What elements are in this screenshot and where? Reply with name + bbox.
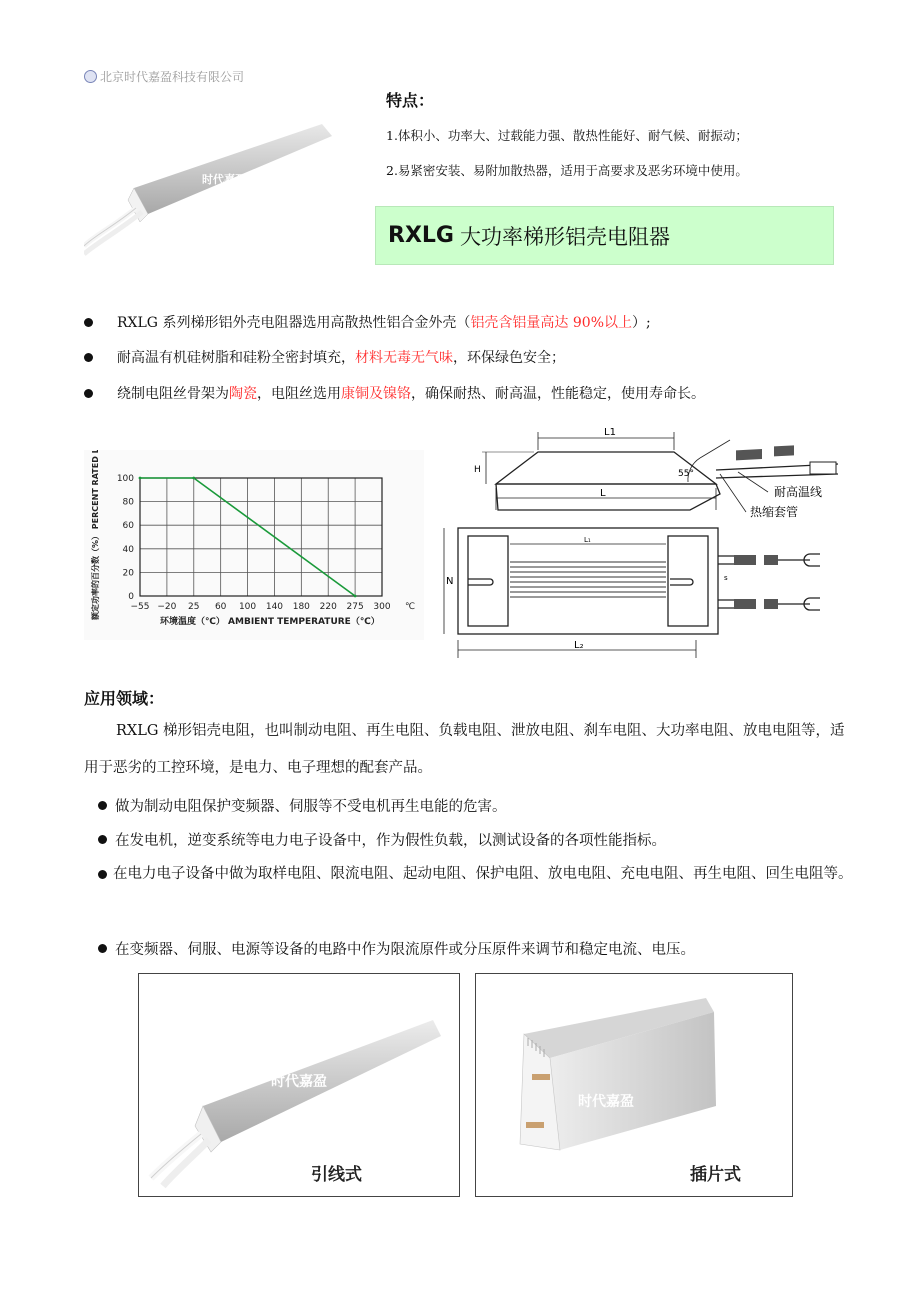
- x-tick-label: 25: [188, 602, 200, 612]
- company-logo-icon: [84, 70, 97, 83]
- dim-label-angle: 55°: [678, 469, 694, 479]
- x-tick-label: −20: [157, 602, 177, 612]
- company-header: [84, 68, 244, 85]
- feature-item-2: 2.易紧密安装、易附加散热器，适用于高要求及恶劣环境中使用。: [386, 163, 748, 178]
- photo-lead-type: [138, 973, 460, 1197]
- banner-model: RXLG: [388, 223, 454, 248]
- bullet-item-2: 耐高温有机硅树脂和硅粉全密封填充， 材料无毒无气味 ，环保绿色安全；: [84, 347, 565, 367]
- company-name: 北京时代嘉盈科技有限公司: [100, 70, 245, 84]
- chart-y-axis-label: 额定功率的百分数（%） PERCENT RATED LOAD（%）: [91, 450, 100, 620]
- dim-label-l1: L1: [604, 427, 616, 438]
- photo-caption: 插片式: [690, 1165, 741, 1185]
- bullet-dot-icon: [84, 318, 93, 327]
- y-tick-label: 80: [122, 497, 134, 508]
- x-tick-label: 100: [238, 602, 257, 612]
- photo-watermark: 时代嘉盈: [578, 1094, 634, 1110]
- data-point: [192, 477, 195, 480]
- dim-label-n: N: [446, 576, 454, 587]
- x-tick-label: 300: [373, 602, 391, 612]
- application-item-3: 在电力电子设备中做为取样电阻、限流电阻、起动电阻、保护电阻、放电电阻、充电电阻、再生电阻、回生电阻等。: [84, 856, 854, 893]
- y-tick-label: 100: [116, 474, 134, 484]
- y-tick-label: 20: [122, 568, 134, 579]
- x-tick-label: 275: [346, 602, 364, 612]
- application-item-2: 在发电机，逆变系统等电力电子设备中，作为假性负载，以测试设备的各项性能指标。: [98, 829, 666, 850]
- chart-x-axis-label: 环境温度（℃） AMBIENT TEMPERATURE（℃）: [160, 617, 380, 627]
- feature-item-1: 1.体积小、功率大、过载能力强、散热性能好、耐气候、耐振动；: [386, 128, 748, 143]
- x-tick-label: −55: [130, 602, 150, 612]
- bullet-dot-icon: [84, 353, 93, 362]
- data-point: [139, 477, 142, 480]
- dim-label-l: L: [600, 488, 606, 499]
- bullet-dot-icon: [98, 801, 107, 810]
- label-sleeve: 热缩套管: [750, 505, 799, 519]
- bullet-dot-icon: [98, 835, 107, 844]
- application-item-4: 在变频器、伺服、电源等设备的电路中作为限流原件或分压原件来调节和稳定电流、电压。: [98, 938, 695, 959]
- features-title: 特点：: [386, 91, 435, 110]
- y-tick-label: 0: [128, 592, 134, 602]
- label-wire: 耐高温线: [774, 485, 823, 499]
- banner-name: 大功率梯形铝壳电阻器: [459, 224, 670, 249]
- x-tick-label: 140: [265, 602, 284, 612]
- plot-frame: [140, 478, 382, 596]
- x-tick-label: ℃: [404, 602, 416, 612]
- photo-blade-type: [475, 973, 793, 1197]
- x-tick-label: 60: [214, 602, 227, 612]
- chart-grid: [140, 478, 382, 596]
- applications-title: 应用领域：: [84, 689, 165, 708]
- bullet-item-1: RXLG 系列梯形铝外壳电阻器选用高散热性铝合金外壳（ 铝壳含铝量高达 90%以上 ）;: [84, 312, 651, 332]
- dim-label-l2: L₂: [574, 640, 584, 651]
- product-photo-top: [84, 96, 352, 256]
- chart-ticks: [117, 474, 415, 612]
- dim-label-h: H: [474, 465, 481, 475]
- photo-watermark: 时代嘉盈: [271, 1074, 327, 1090]
- bullet-dot-icon: [98, 944, 107, 953]
- bullet-dot-icon: [98, 870, 107, 879]
- bullet-item-3: 绕制电阻丝骨架为 陶瓷 ，电阻丝选用 康铜及镍铬 ，确保耐热、耐高温，性能稳定，使用寿命长。: [84, 383, 705, 403]
- x-tick-label: 220: [319, 602, 337, 612]
- y-tick-label: 60: [122, 521, 134, 532]
- photo-watermark: 时代嘉盈: [202, 173, 246, 186]
- x-tick-label: 180: [292, 602, 310, 612]
- dim-label-l1-small: L₁: [584, 536, 591, 544]
- application-item-1: 做为制动电阻保护变频器、伺服等不受电机再生电能的危害。: [98, 795, 507, 816]
- bullet-dot-icon: [84, 389, 93, 398]
- derating-chart: [84, 450, 424, 640]
- data-point: [354, 595, 357, 598]
- y-tick-label: 40: [122, 544, 134, 555]
- photo-caption: 引线式: [311, 1165, 362, 1185]
- chart-axes: [140, 478, 382, 596]
- dim-label-s: s: [724, 574, 728, 582]
- applications-intro: RXLG 梯形铝壳电阻，也叫制动电阻、再生电阻、负载电阻、泄放电阻、刹车电阻、大功率电阻、放电电阻等，适用于恶劣的工控环境，是电力、电子理想的配套产品。: [84, 723, 845, 776]
- dimension-drawing: [438, 422, 858, 662]
- product-banner: [375, 206, 834, 265]
